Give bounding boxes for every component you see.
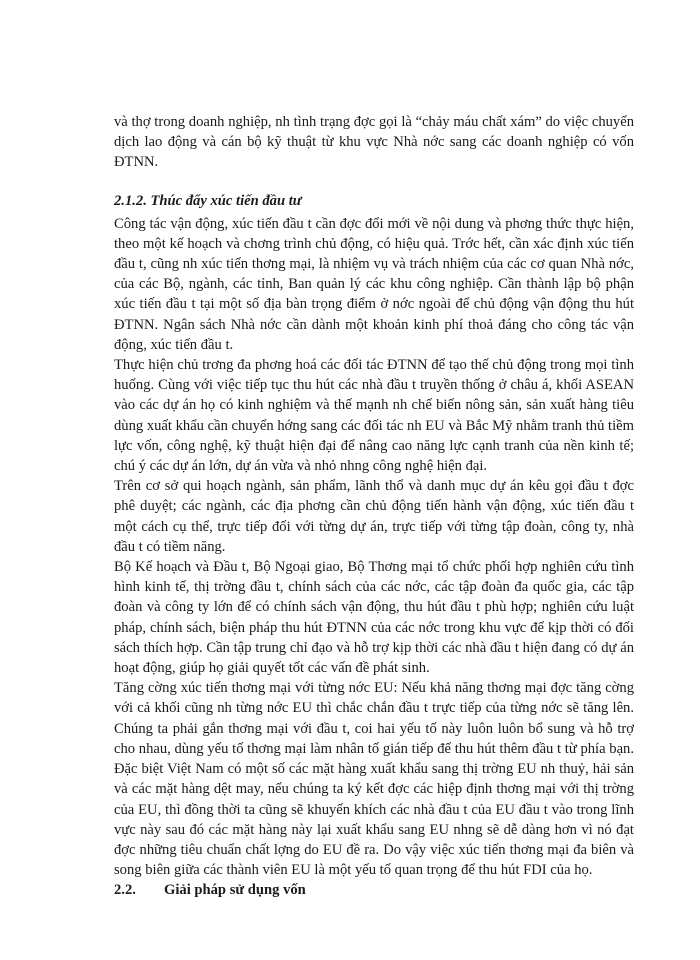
body-paragraph: Công tác vận động, xúc tiến đầu t cần đợc đổi mới về nội dung và phơng thức thực hiện, theo một kế hoạch và chơng trình chủ động, có hiệu quả. Trớc hết, cần xác định xúc tiến đầu t, cũng nh xúc tiến thơng mại, là nhiệm vụ và trách nhiệm của các cơ quan Nhà nớc, của các Bộ, ngành, các tỉnh, Ban quản lý các khu công nghiệp. Cần thành lập bộ phận xúc tiến đầu t tại một số địa bàn trọng điểm ở nớc ngoài để chủ động vận động thu hút ĐTNN. Ngân sách Nhà nớc cần dành một khoản kinh phí thoả đáng cho công tác vận động, xúc tiến đầu t. [114,215,634,353]
body-paragraph: Tăng cờng xúc tiến thơng mại với từng nớc EU: Nếu khả năng thơng mại đợc tăng cờng với cả khối cũng nh từng nớc EU thì chắc chắn đầu t trực tiếp của từng nớc sẽ tăng lên. Chúng ta phải gắn thơng mại với đầu t, coi hai yếu tố này luôn luôn bổ sung và hỗ trợ cho nhau, dùng yếu tố thơng mại làm nhân tố gián tiếp để thu hút thêm đầu t từ phía bạn. Đặc biệt Việt Nam có một số các mặt hàng xuất khẩu sang thị trờng EU nh thuỷ, hải sản và các mặt hàng dệt may, nếu chúng ta ký kết đợc các hiệp định thơng mại với thị trờng của EU, thì đồng thời ta cũng sẽ khuyến khích các nhà đầu t của EU đầu t vào trong lĩnh vực này sau đó các mặt hàng này lại xuất khẩu sang EU nhng sẽ dễ dàng hơn vì nó đạt đợc những tiêu chuẩn chất lợng do EU đề ra. Do vậy việc xúc tiến thơng mại đa biên và song biên giữa các thành viên EU là một yếu tố quan trọng để thu hút FDI của họ. [114,680,634,879]
section-title: Giải pháp sử dụng vốn [164,882,306,899]
body-paragraph: Thực hiện chủ trơng đa phơng hoá các đối tác ĐTNN để tạo thế chủ động trong mọi tình huống. Cùng với việc tiếp tục thu hút các nhà đầu t truyền thống ở châu á, khối ASEAN vào các dự án họ có kinh nghiệm và thế mạnh nh chế biến nông sản, sản xuất hàng tiêu dùng xuất khẩu cần chuyển hớng sang các đối tác nh EU và Bắc Mỹ nhằm tranh thủ tiềm lực vốn, công nghệ, kỹ thuật hiện đại để nâng cao năng lực cạnh tranh của nền kinh tế; chú ý các dự án lớn, dự án vừa và nhỏ nhng công nghệ hiện đại. [114,357,634,475]
section-number: 2.2. [114,882,136,899]
section-heading-2-1-2: 2.1.2. Thúc đẩy xúc tiến đầu tư [114,192,302,209]
body-paragraph: Bộ Kế hoạch và Đầu t, Bộ Ngoại giao, Bộ Thơng mại tổ chức phối hợp nghiên cứu tình hình kinh tế, thị trờng đầu t, chính sách của các nớc, các tập đoàn đa quốc gia, các tập đoàn và công ty lớn để có chính sách vận động, thu hút đầu t phù hợp; nghiên cứu luật pháp, chính sách, biện pháp thu hút ĐTNN của các nớc trong khu vực để kịp thời có đối sách thích hợp. Cần tập trung chỉ đạo và hỗ trợ kịp thời các nhà đầu t hiện đang có dự án hoạt động, giúp họ giải quyết tốt các vấn đề phát sinh. [114,559,634,677]
section-heading-2-2 [114,880,634,900]
document-page [114,112,634,900]
body-paragraph: Trên cơ sở qui hoạch ngành, sản phẩm, lãnh thổ và danh mục dự án kêu gọi đầu t đợc phê duyệt; các ngành, các địa phơng cần chủ động tiến hành vận động, xúc tiến đầu t một cách cụ thể, trực tiếp đối với từng dự án, trực tiếp với từng tập đoàn, công ty, nhà đầu t có tiềm năng. [114,478,634,555]
intro-paragraph: và thợ trong doanh nghiệp, nh tình trạng đợc gọi là “chảy máu chất xám” do việc chuyển dịch lao động và cán bộ kỹ thuật từ khu vực Nhà nớc sang các doanh nghiệp có vốn ĐTNN. [114,114,634,171]
